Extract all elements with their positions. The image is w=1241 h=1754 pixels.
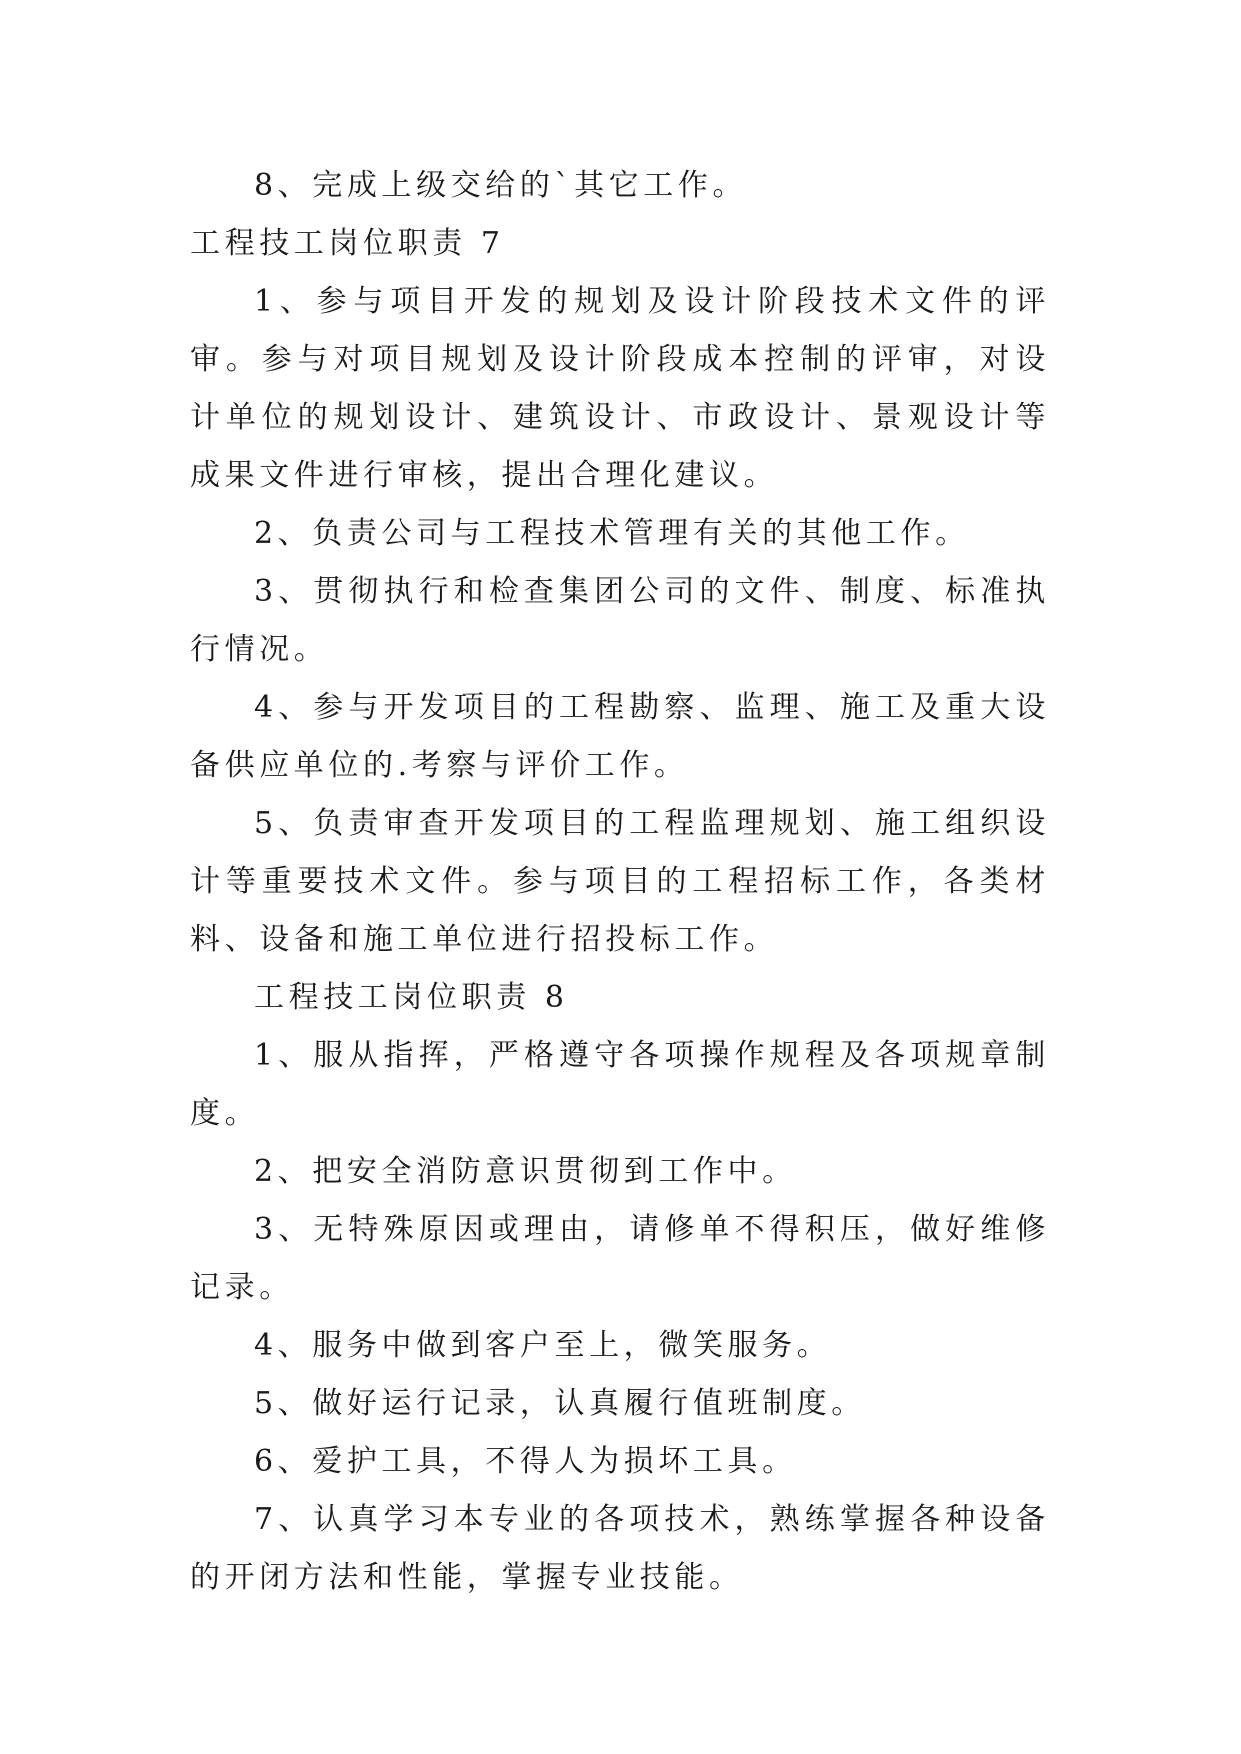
paragraph-duty-8-item-7: 7、认真学习本专业的各项技术，熟练掌握各种设备的开闭方法和性能，掌握专业技能。 (190, 1502, 1050, 1595)
paragraph-duty-7-item-5: 5、负责审查开发项目的工程监理规划、施工组织设计等重要技术文件。参与项目的工程招标工作，各类材料、设备和施工单位进行招投标工作。 (190, 806, 1050, 957)
paragraph-duty-8-item-4: 4、服务中做到客户至上，微笑服务。 (254, 1328, 832, 1363)
paragraph-duty-8-item-1: 1、服从指挥，严格遵守各项操作规程及各项规章制度。 (190, 1038, 1050, 1131)
paragraph-duty-8-item-5: 5、做好运行记录，认真履行值班制度。 (254, 1386, 866, 1421)
paragraph-item-8-other-work: 8、完成上级交给的`其它工作。 (254, 168, 748, 203)
section-heading-duty-7: 工程技工岗位职责 7 (190, 226, 505, 261)
paragraph-duty-8-item-3: 3、无特殊原因或理由，请修单不得积压，做好维修记录。 (190, 1212, 1050, 1305)
paragraph-duty-7-item-2: 2、负责公司与工程技术管理有关的其他工作。 (254, 516, 970, 551)
paragraph-duty-8-item-2: 2、把安全消防意识贯彻到工作中。 (254, 1154, 797, 1189)
paragraph-duty-7-item-4: 4、参与开发项目的工程勘察、监理、施工及重大设备供应单位的.考察与评价工作。 (190, 690, 1050, 783)
paragraph-duty-7-item-1: 1、参与项目开发的规划及设计阶段技术文件的评审。参与对项目规划及设计阶段成本控制的评审，对设计单位的规划设计、建筑设计、市政设计、景观设计等成果文件进行审核，提出合理化建议。 (190, 284, 1050, 493)
paragraph-duty-8-item-6: 6、爱护工具，不得人为损坏工具。 (254, 1444, 797, 1479)
paragraph-duty-7-item-3: 3、贯彻执行和检查集团公司的文件、制度、标准执行情况。 (190, 574, 1050, 667)
document-body (190, 157, 1050, 1607)
section-heading-duty-8: 工程技工岗位职责 8 (254, 980, 569, 1015)
